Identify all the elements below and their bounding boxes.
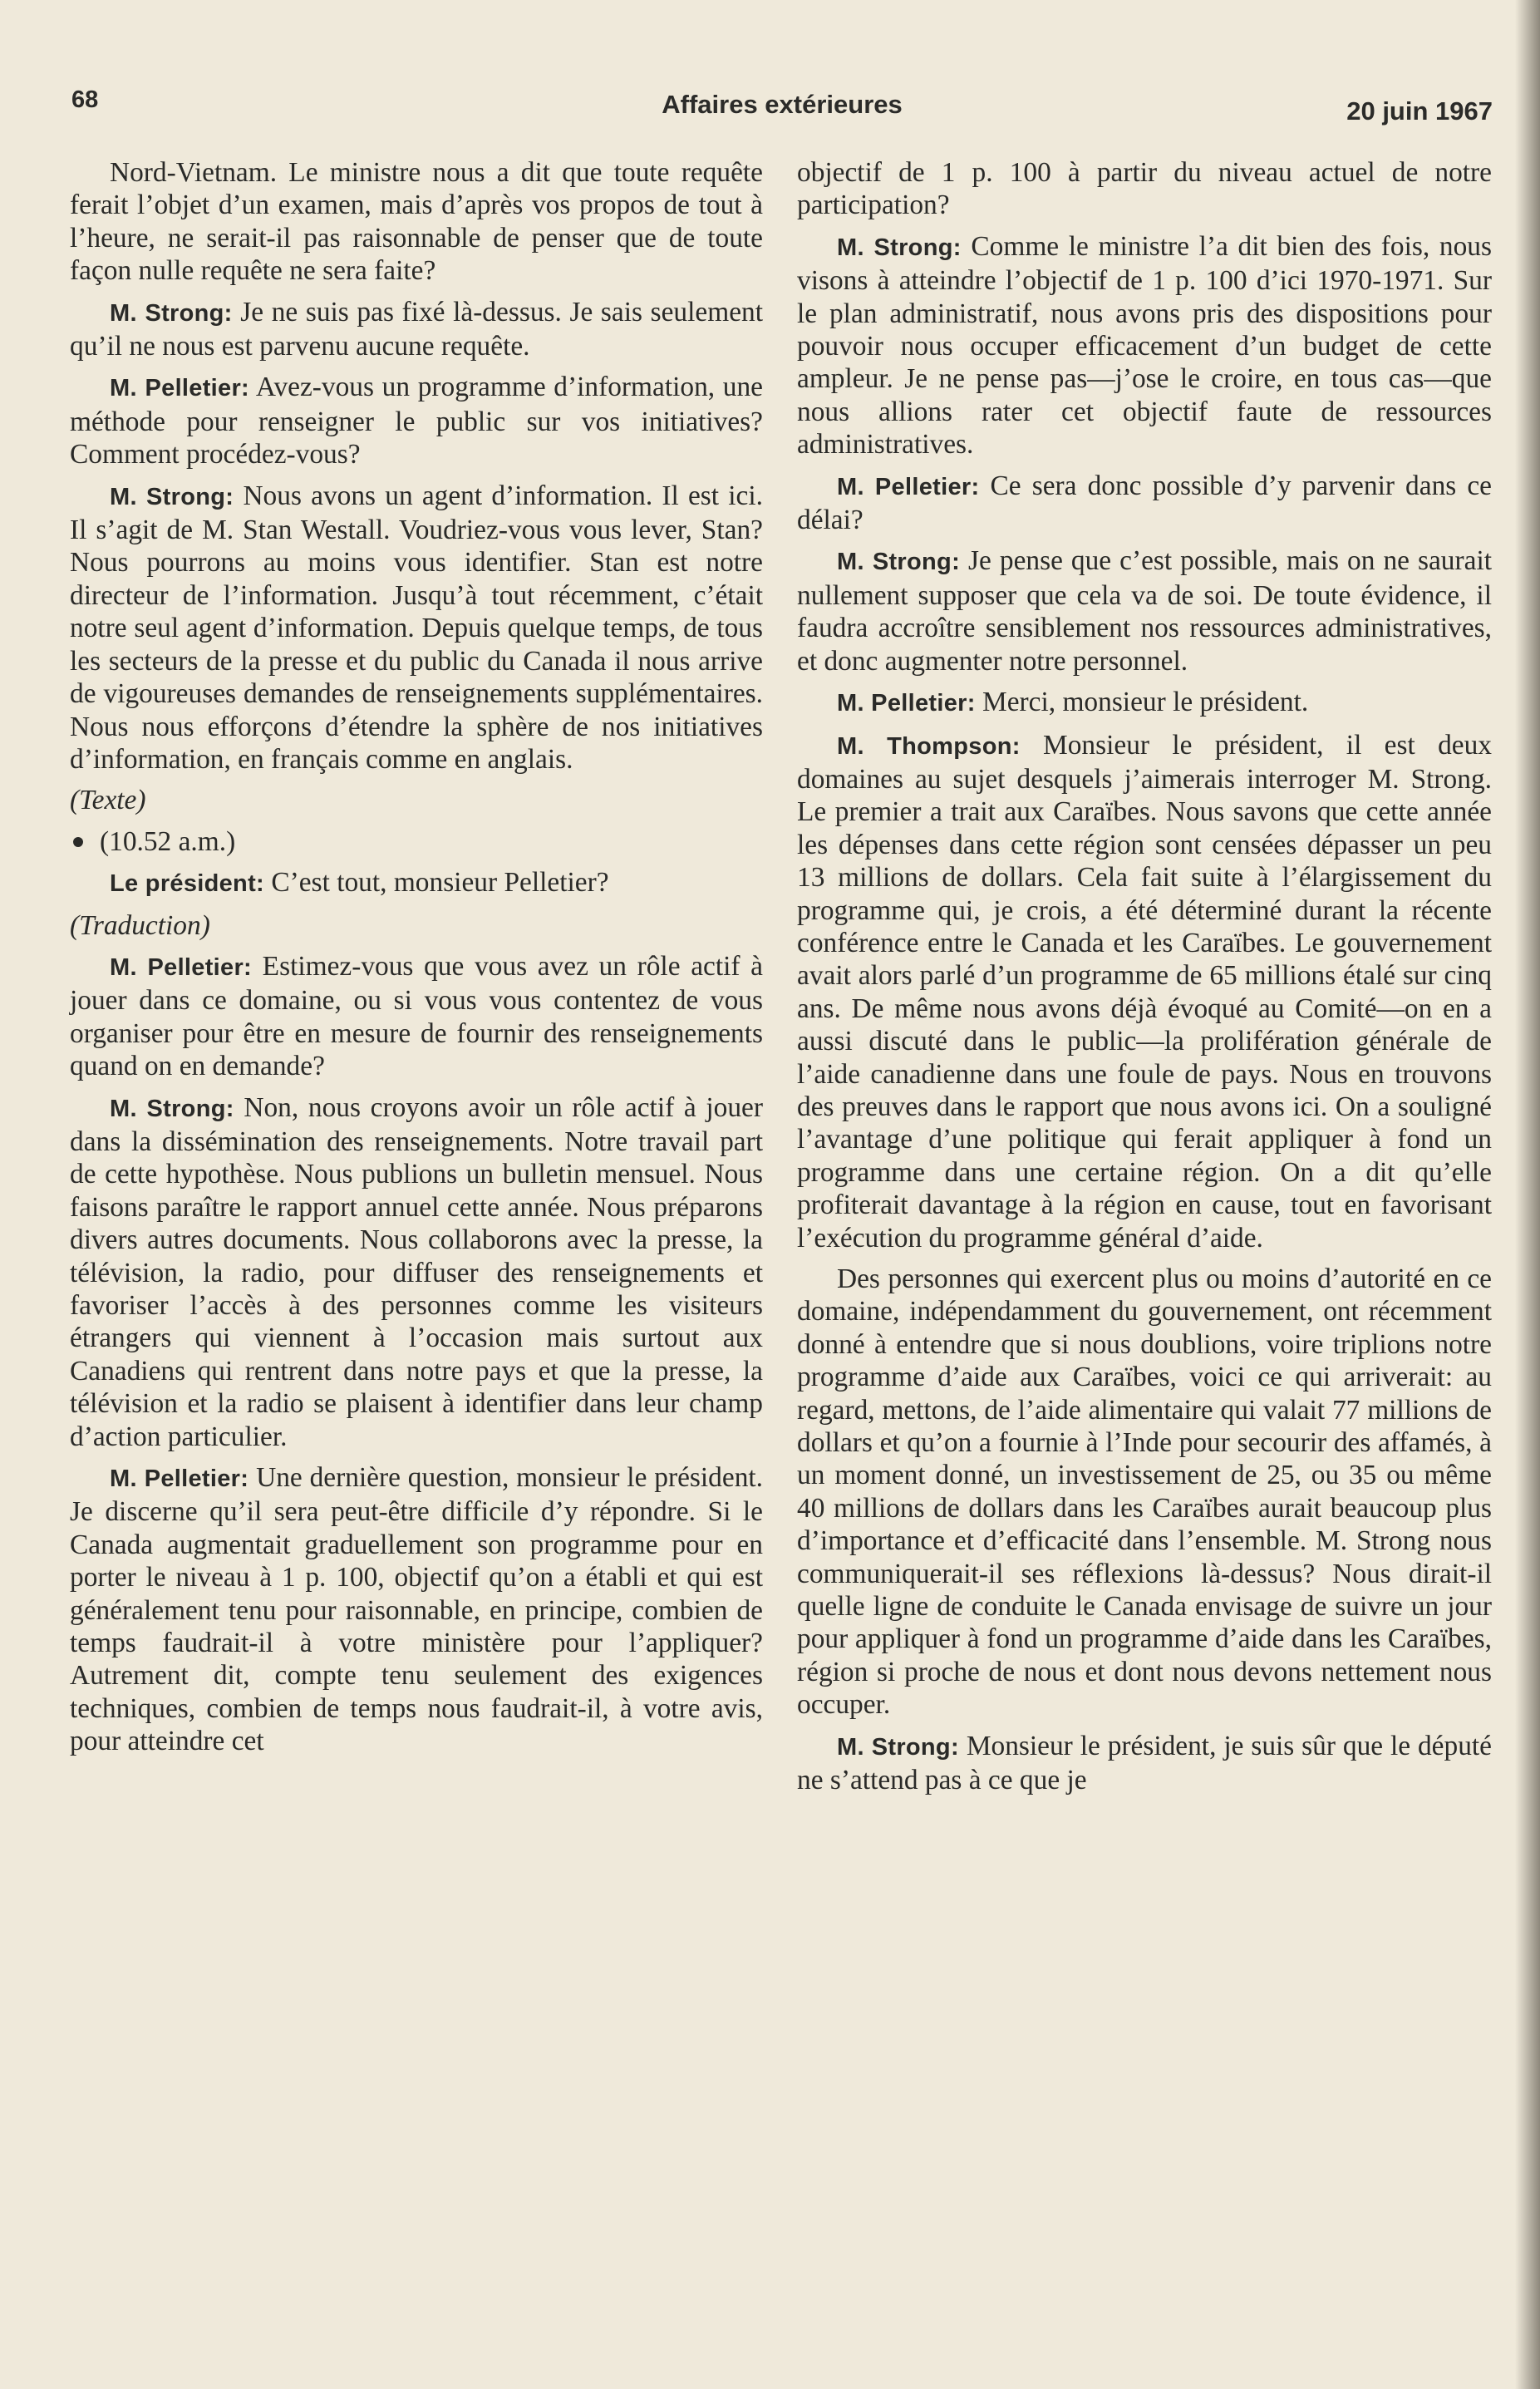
paragraph	[797, 230, 1492, 461]
speaker-name: Le président:	[110, 870, 264, 898]
paragraph	[70, 1091, 763, 1453]
binding-edge-shadow	[1515, 0, 1540, 2389]
speaker-name: M. Strong:	[110, 483, 234, 510]
speaker-name: M. Pelletier:	[837, 690, 976, 717]
paragraph-text: Merci, monsieur le président.	[982, 687, 1309, 718]
paragraph-text: C’est tout, monsieur Pelletier?	[271, 867, 609, 899]
paragraph	[797, 729, 1492, 1255]
paragraph-text: (10.52 a.m.)	[100, 825, 236, 857]
paragraph-text: Nord-Vietnam. Le ministre nous a dit que toute requête ferait l’objet d’un examen, mais d’après vos propos de tout à l’heure, ne serait-il pas raisonnable de penser que de toute façon nulle requête ne sera faite?	[70, 157, 763, 287]
paragraph-text: (Texte)	[70, 785, 146, 816]
speaker-name: M. Strong:	[110, 1095, 234, 1122]
page-date: 20 juin 1967	[1346, 96, 1493, 126]
paragraph-text: Des personnes qui exercent plus ou moins d’autorité en ce domaine, indépendamment du gouvernement, ont récemment donné à entendre que si nous doublions, voire triplions notre programme d’aide aux Caraïbes, voici ce qui arriverait: au regard, mettons, de l’aide alimentaire qui valait 77 millions de dollars et qu’on a fournie à l’Inde pour secourir des affamés, à un moment donné, un investissement de 25, ou 35 ou même 40 millions de dollars dans les Caraïbes aurait beaucoup plus d’importance et d’efficacité dans l’ensemble. M. Strong nous communiquerait-il ses réflexions là-dessus? Nous dirait-il quelle ligne de conduite le Canada envisage de suivre un jour pour appliquer à fond un programme d’aide dans les Caraïbes, région si proche de nous et dont nous devons nettement nous occuper.	[797, 1263, 1492, 1721]
paragraph	[70, 156, 763, 288]
paragraph-text: Comme le ministre l’a dit bien des fois, nous visons à atteindre l’objectif de 1 p. 100 d’ici 1970-1971. Sur le plan administratif, nous avons pris des dispositions pour pouvoir nous occuper efficacement d’un budget de cette ampleur. Je ne pense pas—j’ose le croire, en tous cas—que nous allions rater cet objectif faute de ressources administratives.	[797, 230, 1492, 461]
paragraph	[797, 544, 1492, 677]
paragraph	[70, 1461, 763, 1758]
bullet-icon	[73, 837, 83, 847]
speaker-name: M. Thompson:	[837, 732, 1021, 760]
left-column	[70, 156, 763, 1766]
paragraph-text: (Traduction)	[70, 909, 210, 941]
paragraph-text: Monsieur le président, je suis sûr que le député ne s’attend pas à ce que je	[797, 1730, 1492, 1796]
paragraph-text: Avez-vous un programme d’information, une méthode pour renseigner le public sur vos initiatives? Comment procédez-vous?	[70, 372, 763, 470]
paragraph-text: Je pense que c’est possible, mais on ne saurait nullement supposer que cela va de soi. De toute évidence, il faudra accroître sensiblement nos ressources administratives, et donc augmenter notre personnel.	[797, 545, 1492, 677]
speaker-name: M. Strong:	[837, 549, 961, 576]
page-number: 68	[71, 86, 99, 113]
speaker-name: M. Pelletier:	[110, 953, 252, 981]
paragraph-text: Je ne suis pas fixé là-dessus. Je sais seulement qu’il ne nous est parvenu aucune requête.	[70, 296, 763, 362]
paragraph-text: objectif de 1 p. 100 à partir du niveau actuel de notre participation?	[797, 157, 1492, 221]
paragraph	[70, 825, 763, 858]
paragraph-text: Nous avons un agent d’information. Il est ici. Il s’agit de M. Stan Westall. Voudriez-vous vous lever, Stan? Nous pourrons au moins vous identifier. Stan est notre directeur de l’information. Jusqu’à tout récemment, c’était notre seul agent d’information. Depuis quelque temps, de tous les secteurs de la presse et du public du Canada il nous arrive de vigoureuses demandes de renseignements supplémentaires. Nous nous efforçons d’étendre la sphère de nos initiatives d’information, en français comme en anglais.	[70, 480, 763, 775]
paragraph	[70, 866, 763, 900]
paragraph	[70, 480, 763, 776]
paragraph	[797, 470, 1492, 537]
paragraph-text: Non, nous croyons avoir un rôle actif à jouer dans la dissémination des renseignements. Notre travail part de cette hypothèse. Nous publions un bulletin mensuel. Nous faisons paraître le rapport annuel cette année. Nous préparons divers autres documents. Nous collaborons avec la presse, la télévision, la radio, pour diffuser des renseignements et favoriser l’accès à des personnes comme les visiteurs étrangers qui viennent à l’occasion mais surtout aux Canadiens qui rentrent dans notre pays et que la presse, la télévision et la radio se plaisent à identifier dans leur champ d’action particulier.	[70, 1091, 763, 1452]
speaker-name: M. Strong:	[837, 1733, 959, 1761]
page-header	[71, 86, 1493, 136]
speaker-name: M. Strong:	[110, 299, 233, 327]
paragraph	[70, 909, 763, 942]
paragraph	[70, 950, 763, 1083]
paragraph	[797, 156, 1492, 222]
speaker-name: M. Pelletier:	[837, 473, 980, 500]
paragraph	[797, 686, 1492, 720]
right-column	[797, 156, 1492, 1805]
paragraph	[797, 1730, 1492, 1797]
page-title: Affaires extérieures	[662, 90, 903, 119]
paragraph-text: Ce sera donc possible d’y parvenir dans ce délai?	[797, 470, 1493, 536]
speaker-name: M. Pelletier:	[110, 1465, 249, 1493]
paragraph	[70, 784, 763, 816]
paragraph	[70, 296, 763, 363]
speaker-name: M. Strong:	[837, 234, 962, 261]
paragraph-text: Monsieur le président, il est deux domaines au sujet desquels j’aimerais interroger M. Strong. Le premier a trait aux Caraïbes. Nous savons que cette année les dépenses dans cette région sont censées dépasser un peu 13 millions de dollars. Cela fait suite à l’élargissement du programme qui, je crois, a été déterminé durant la récente conférence entre le Canada et les Caraïbes. Le gouvernement avait alors parlé d’un programme de 65 millions étalé sur cinq ans. De même nous avons déjà évoqué au Comité—on en a aussi discuté dans le public—la prolifération générale de l’aide canadienne dans une foule de pays. Nous en trouvons des preuves dans le rapport que nous avons ici. On a souligné l’avantage d’une politique qui ferait appliquer à fond un programme dans une certaine région. On a dit qu’elle profiterait davantage à la région en cause, tout en favorisant l’exécution du programme général d’aide.	[797, 729, 1492, 1254]
paragraph-text: Estimez-vous que vous avez un rôle actif à jouer dans ce domaine, ou si vous vous contentez de vous organiser pour être en mesure de fournir des renseignements quand on en demande?	[70, 950, 763, 1082]
speaker-name: M. Pelletier:	[110, 375, 249, 402]
paragraph	[797, 1263, 1492, 1722]
paragraph	[70, 371, 763, 470]
paragraph-text: Une dernière question, monsieur le président. Je discerne qu’il sera peut-être difficile d’y répondre. Si le Canada augmentait graduellement son programme pour en porter le niveau à 1 p. 100, objectif qu’on a établi et qui est généralement tenu pour raisonnable, en principe, combien de temps faudrait-il à votre ministère pour l’appliquer? Autrement dit, compte tenu seulement des exigences techniques, combien de temps nous faudrait-il, à votre avis, pour atteindre cet	[70, 1462, 764, 1757]
